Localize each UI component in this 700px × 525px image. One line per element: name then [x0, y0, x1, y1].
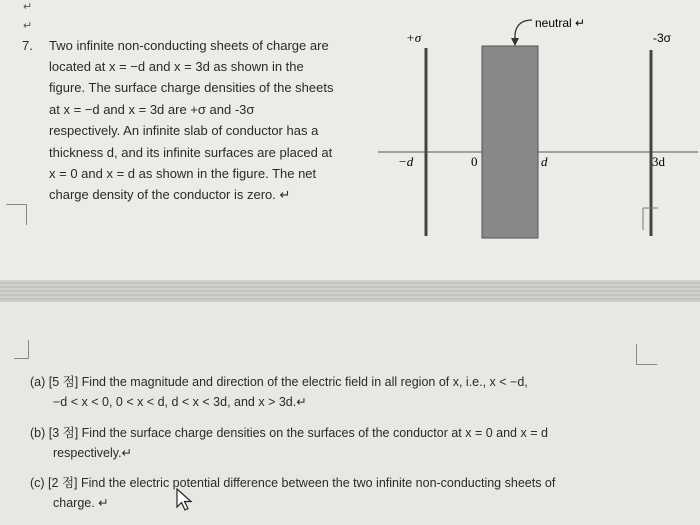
- part-a-line: (a) [5 점] Find the magnitude and direction of the electric field in all region of x, i.e., x < −d,: [30, 375, 528, 389]
- part-c-line: (c) [2 점] Find the electric potential difference between the two infinite non-conducting sheets of: [30, 476, 556, 490]
- plus-sigma-label: +σ: [406, 30, 422, 45]
- part-a-line: −d < x < 0, 0 < x < d, d < x < 3d, and x > 3d.↵: [53, 395, 307, 409]
- part-c-line: charge. ↵: [53, 496, 109, 510]
- question-line: thickness d, and its infinite surfaces are placed at: [49, 145, 333, 160]
- question-line: respectively. An infinite slab of conductor has a: [49, 123, 319, 138]
- paragraph-mark: ↵: [23, 20, 33, 32]
- zero-label: 0: [471, 154, 478, 169]
- question-line: figure. The surface charge densities of the sheets: [49, 80, 334, 95]
- paragraph-mark: ↵: [23, 1, 33, 13]
- question-line: charge density of the conductor is zero. ↵: [49, 187, 291, 202]
- question-line: x = 0 and x = d as shown in the figure. The net: [49, 166, 317, 181]
- question-line: located at x = −d and x = 3d as shown in the: [49, 59, 304, 74]
- mouse-pointer-icon: [176, 488, 194, 512]
- neutral-label: neutral ↵: [535, 16, 586, 30]
- minus-3sigma-label: -3σ: [653, 31, 672, 45]
- part-b-line: respectively.↵: [53, 446, 133, 460]
- question-line: at x = −d and x = 3d are +σ and -3σ: [49, 102, 255, 117]
- 3d-label: 3d: [652, 154, 665, 169]
- question-line: Two infinite non-conducting sheets of charge are: [49, 38, 329, 53]
- d-label: d: [541, 154, 548, 169]
- neutral-arrow-head: [511, 38, 519, 46]
- conductor-slab: [482, 46, 538, 238]
- part-b-line: (b) [3 점] Find the surface charge densities on the surfaces of the conductor at x = 0 and x = d: [30, 426, 548, 440]
- question-number: 7.: [22, 38, 33, 53]
- minus-d-label: −d: [398, 154, 414, 169]
